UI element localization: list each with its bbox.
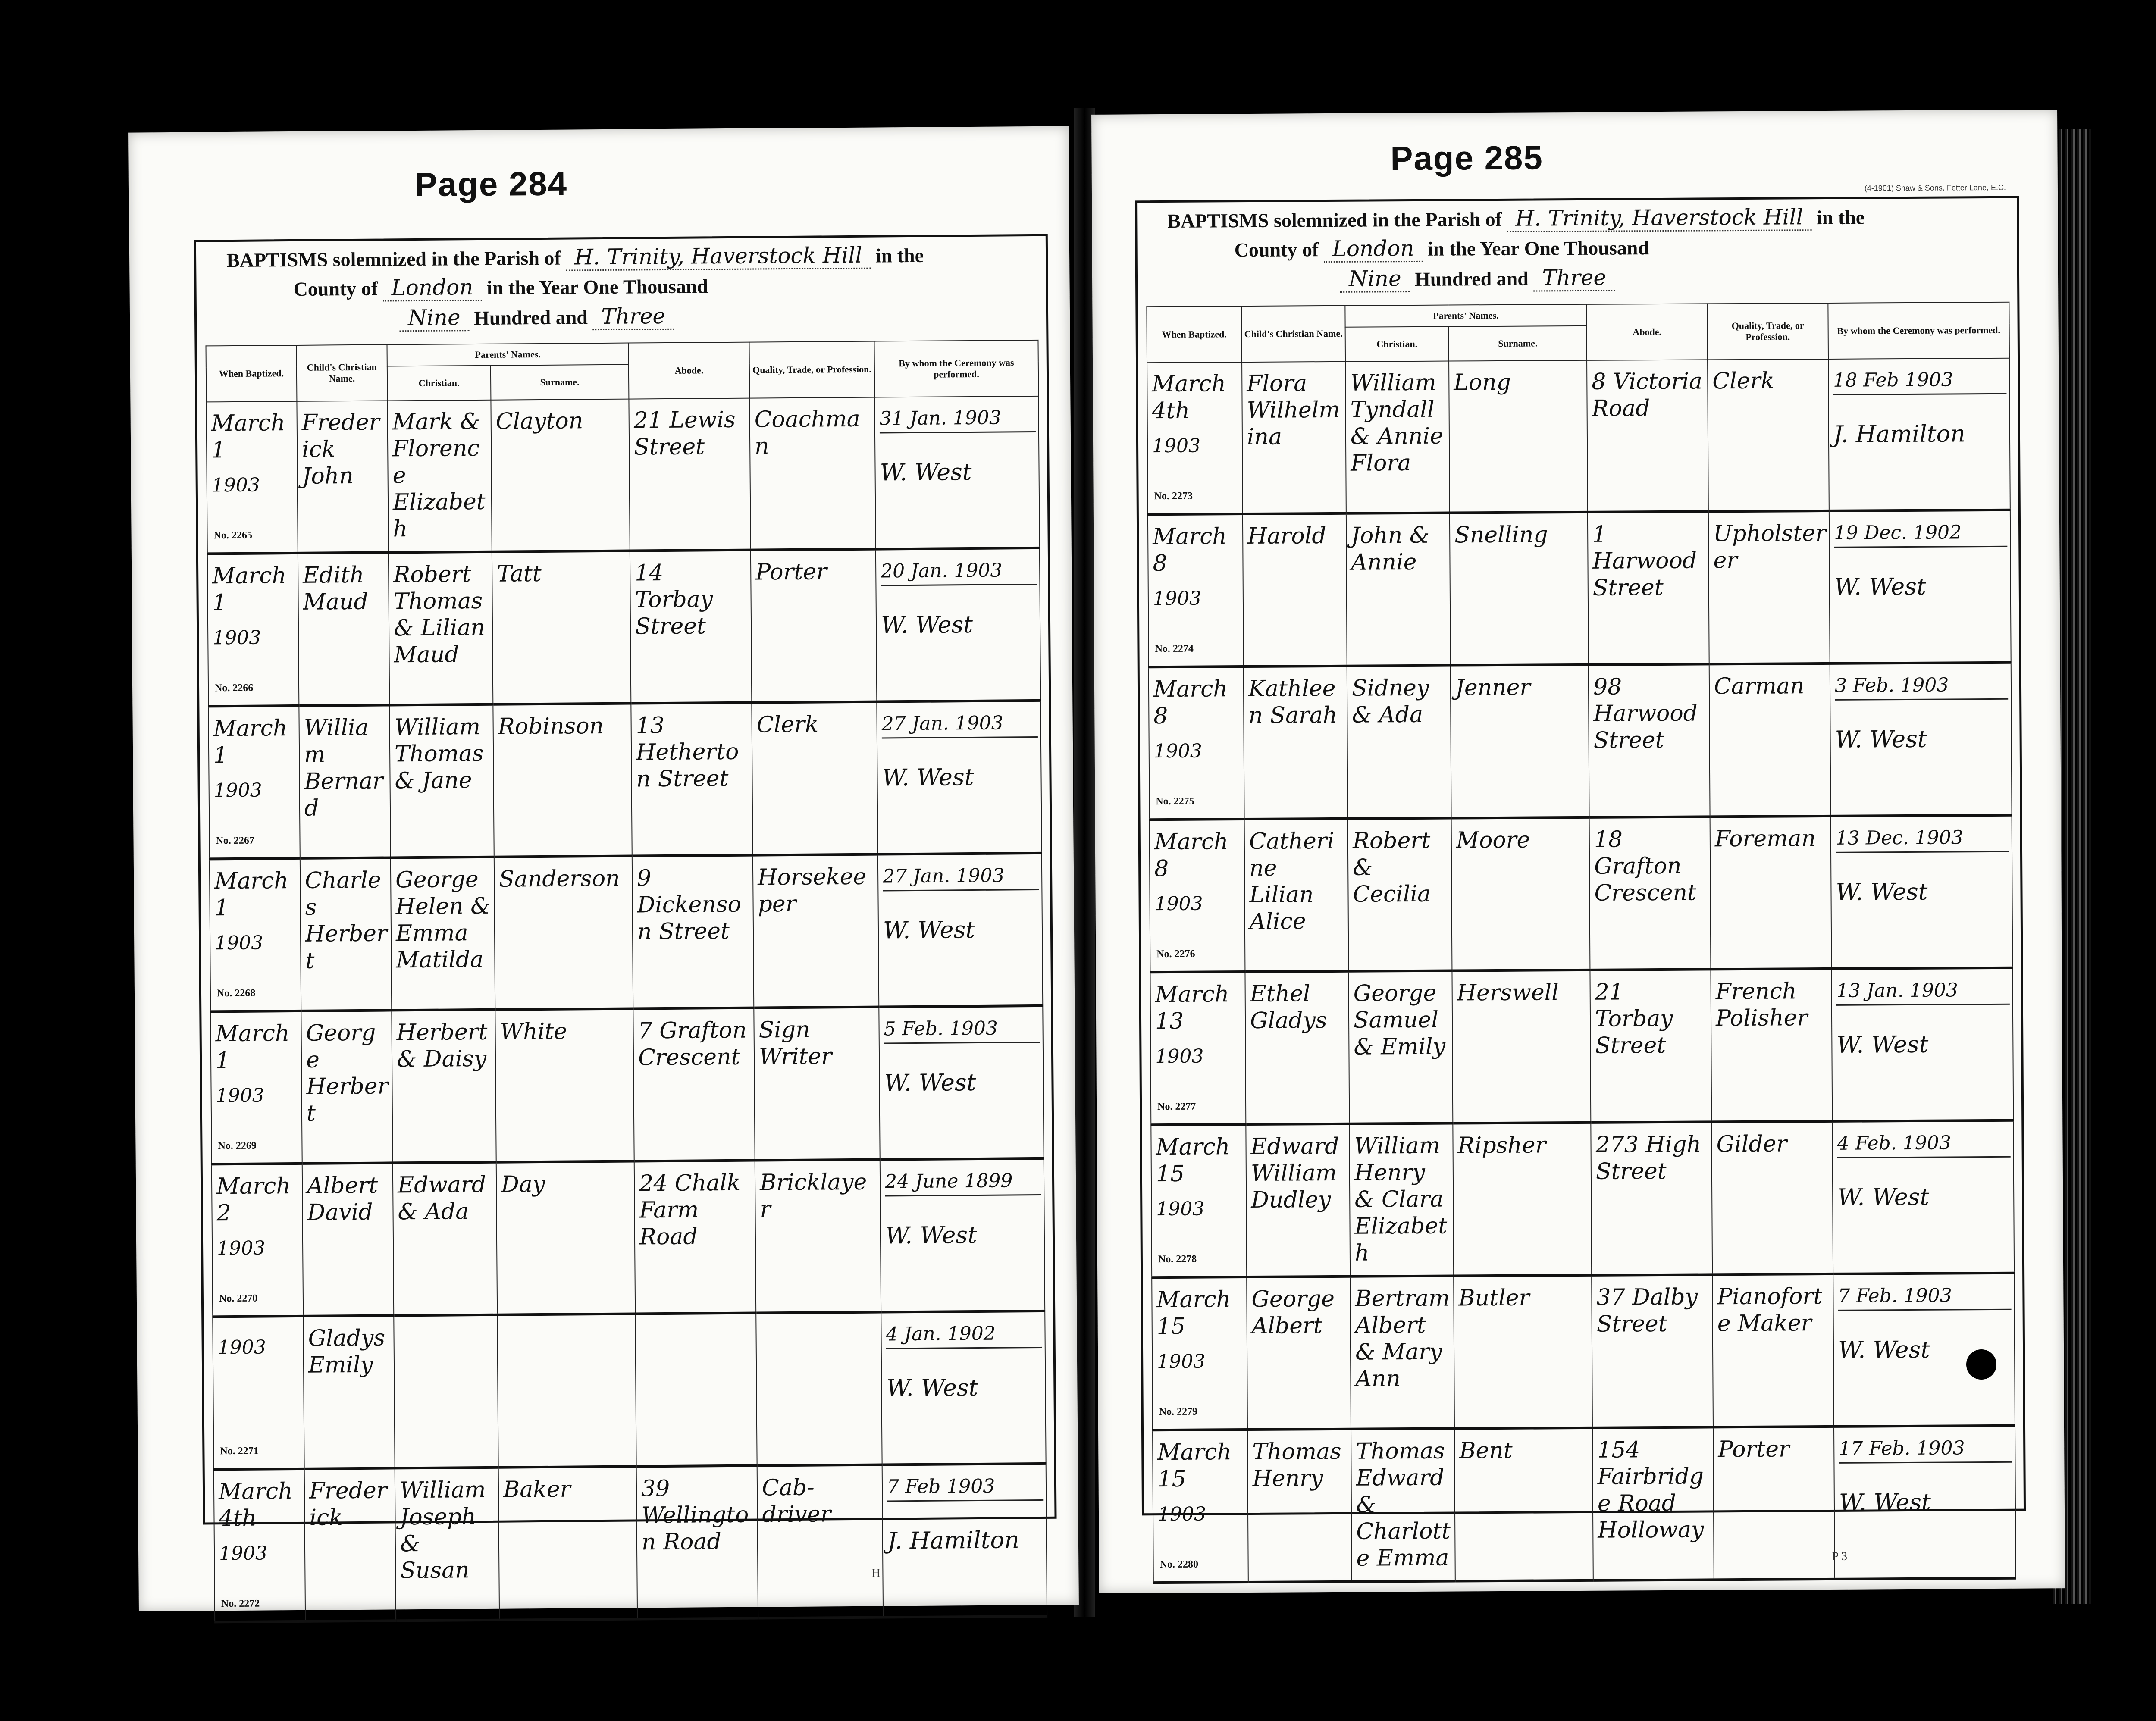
when-baptized-cell [1151, 1124, 1247, 1277]
page-number: Page 285 [1390, 138, 1543, 178]
baptism-register [194, 234, 1057, 1610]
heading-prefix: BAPTISMS solemnized in the Parish of [1167, 208, 1502, 232]
quality-cell: Gilder [1711, 1121, 1833, 1274]
parent-christian-cell: Sidney & Ada [1347, 666, 1451, 819]
entry-number: No. 2274 [1155, 643, 1194, 655]
heading-in-the: in the [1816, 206, 1865, 229]
minister-signature: W. West [1837, 1183, 1930, 1211]
entries-table [206, 340, 1048, 1623]
table-row [1150, 968, 2013, 1125]
quality-cell: Cab-driver [757, 1465, 883, 1618]
parent-christian-cell: George Helen & Emma Matilda [391, 857, 495, 1011]
year-label: in the Year One Thousand [1427, 237, 1649, 260]
birth-date: 3 Feb. 1903 [1835, 672, 2008, 701]
parent-christian-cell: William Joseph & Susan [395, 1468, 499, 1621]
when-baptized-cell [213, 1316, 304, 1469]
entry-number: No. 2271 [220, 1445, 259, 1457]
minister-signature: W. West [882, 763, 974, 792]
when-baptized-cell [207, 553, 299, 706]
minister-signature: W. West [880, 458, 972, 486]
col-quality: Quality, Trade, or Profession. [1707, 303, 1828, 360]
child-name-cell: Flora Wilhelmina [1242, 362, 1346, 514]
col-abode: Abode. [629, 342, 750, 399]
parent-christian-cell: William Henry & Clara Elizabeth [1349, 1123, 1454, 1277]
child-name-cell: Frederick [304, 1468, 396, 1621]
baptism-date: March 8 [1153, 676, 1228, 729]
page-number: Page 284 [414, 164, 568, 204]
by-whom-cell [874, 396, 1039, 549]
quality-cell: Porter [1713, 1427, 1835, 1580]
birth-date: 13 Dec. 1903 [1836, 824, 2009, 853]
abode-cell: 24 Chalk Farm Road [634, 1161, 756, 1314]
table-row [1151, 1120, 2014, 1277]
entry-number: No. 2280 [1159, 1558, 1199, 1571]
birth-date: 18 Feb 1903 [1833, 366, 2006, 395]
minister-signature: W. West [1836, 1030, 1929, 1058]
abode-cell [635, 1313, 757, 1467]
surname-cell: Sanderson [494, 856, 633, 1010]
minister-signature: W. West [885, 1221, 978, 1249]
quality-cell: Upholsterer [1708, 511, 1830, 664]
county-name: London [382, 275, 482, 302]
birth-date: 31 Jan. 1903 [880, 404, 1036, 434]
by-whom-cell [881, 1311, 1046, 1465]
county-label: County of [1234, 238, 1319, 261]
minister-signature: W. West [1839, 1488, 1931, 1516]
when-baptized-cell [212, 1164, 303, 1317]
baptism-date: March 2 [216, 1173, 291, 1227]
entry-number: No. 2266 [214, 682, 254, 694]
quality-cell: Porter [751, 549, 877, 703]
abode-cell: 98 Harwood Street [1589, 664, 1710, 817]
child-name-cell: Edward William Dudley [1246, 1124, 1350, 1277]
abode-cell: 273 High Street [1591, 1122, 1712, 1275]
entry-number: No. 2273 [1154, 490, 1193, 502]
when-baptized-cell [208, 706, 300, 859]
baptism-year: 1903 [213, 626, 261, 649]
surname-cell: Robinson [493, 704, 632, 857]
parish-name: H. Trinity, Haverstock Hill [566, 243, 871, 271]
col-parents: Parents' Names. [1345, 304, 1586, 327]
parent-christian-cell: William Thomas & Jane [389, 704, 494, 858]
entry-number: No. 2265 [213, 529, 253, 541]
year-units: Three [592, 304, 674, 330]
surname-cell: Snelling [1450, 512, 1589, 666]
minister-signature: J. Hamilton [887, 1526, 1019, 1555]
birth-date: 24 June 1899 [885, 1167, 1041, 1197]
surname-cell: Herswell [1452, 970, 1591, 1123]
entry-number: No. 2279 [1159, 1406, 1198, 1418]
entry-number: No. 2267 [216, 835, 254, 847]
baptism-year: 1903 [1153, 587, 1202, 610]
by-whom-cell [877, 701, 1041, 854]
county-label: County of [293, 277, 378, 300]
parent-christian-cell: Mark & Florence Elizabeth [387, 400, 492, 553]
entry-number: No. 2277 [1157, 1101, 1196, 1113]
minister-signature: J. Hamilton [1833, 420, 1965, 448]
entry-number: No. 2272 [221, 1598, 260, 1610]
entry-number: No. 2275 [1156, 795, 1194, 807]
when-baptized-cell [1147, 362, 1243, 514]
surname-cell: Clayton [491, 399, 630, 552]
quality-cell: French Polisher [1711, 969, 1832, 1122]
table-row [210, 1006, 1044, 1164]
abode-cell: 21 Lewis Street [629, 398, 750, 551]
child-name-cell: Albert David [302, 1163, 394, 1316]
birth-date: 17 Feb. 1903 [1839, 1435, 2012, 1464]
quality-cell: Clerk [752, 702, 877, 855]
baptism-year: 1903 [211, 474, 260, 497]
by-whom-cell [876, 548, 1040, 702]
page-footer-mark: H [871, 1566, 881, 1580]
baptism-year: 1903 [216, 1237, 266, 1260]
by-whom-cell [1831, 815, 2013, 969]
baptism-date: March 15 [1156, 1286, 1231, 1340]
parent-christian-cell: Bertram Albert & Mary Ann [1350, 1276, 1454, 1429]
surname-cell: Day [496, 1161, 635, 1315]
baptism-year: 1903 [1156, 1198, 1205, 1220]
entry-number: No. 2270 [219, 1292, 258, 1305]
baptism-date: March 1 [215, 1020, 290, 1074]
surname-cell: Jenner [1451, 665, 1589, 818]
baptism-date: March 1 [212, 563, 287, 616]
when-baptized-cell [1153, 1430, 1248, 1583]
quality-cell: Bricklayer [755, 1160, 881, 1313]
col-surname: Surname. [491, 365, 629, 400]
quality-cell: Coachman [749, 397, 875, 550]
baptism-date: March 4th [1152, 371, 1226, 424]
minister-signature: W. West [886, 1374, 978, 1402]
baptism-year: 1903 [1152, 435, 1201, 457]
col-christian: Christian. [1345, 327, 1449, 362]
abode-cell: 14 Torbay Street [630, 550, 752, 704]
when-baptized-cell [206, 401, 298, 554]
child-name-cell: Edith Maud [298, 552, 389, 705]
abode-cell: 39 Wellington Road [636, 1466, 758, 1619]
by-whom-cell [880, 1158, 1045, 1312]
parish-name: H. Trinity, Haverstock Hill [1507, 204, 1811, 232]
baptism-date: March 1 [213, 715, 288, 769]
hundred-and-label: Hundred and [1414, 267, 1529, 290]
quality-cell: Carman [1709, 663, 1831, 817]
parent-christian-cell [394, 1315, 498, 1468]
parent-christian-cell: John & Annie [1346, 513, 1451, 666]
table-row [212, 1158, 1045, 1317]
entry-number: No. 2268 [216, 987, 256, 999]
baptism-date: March 8 [1154, 829, 1228, 882]
col-abode: Abode. [1586, 304, 1708, 360]
by-whom-cell [1830, 663, 2012, 816]
heading-in-the: in the [875, 244, 924, 267]
by-whom-cell [1832, 1120, 2014, 1274]
col-when: When Baptized. [1147, 306, 1242, 363]
table-row [207, 548, 1040, 706]
baptism-date: March 4th [218, 1478, 293, 1532]
abode-cell: 9 Dickenson Street [632, 855, 754, 1009]
birth-date: 5 Feb. 1903 [884, 1015, 1040, 1044]
table-row [213, 1311, 1046, 1469]
heading-prefix: BAPTISMS solemnized in the Parish of [226, 247, 561, 272]
baptism-year: 1903 [219, 1542, 268, 1565]
when-baptized-cell [1150, 819, 1245, 972]
minister-signature: W. West [1838, 1336, 1930, 1364]
by-whom-cell [882, 1464, 1047, 1618]
child-name-cell: Ethel Gladys [1245, 971, 1349, 1124]
parent-christian-cell: Thomas Edward & Charlotte Emma [1351, 1429, 1455, 1582]
table-row [208, 701, 1041, 859]
when-baptized-cell [1149, 666, 1244, 820]
baptism-date: March 15 [1156, 1134, 1230, 1187]
entry-number: No. 2269 [218, 1140, 257, 1152]
abode-cell: 21 Torbay Street [1590, 969, 1711, 1122]
table-row [214, 1464, 1047, 1622]
child-name-cell: George Herbert [301, 1010, 392, 1163]
quality-cell [756, 1312, 882, 1466]
baptism-date: March 1 [211, 410, 285, 463]
child-name-cell: Harold [1243, 513, 1347, 666]
minister-signature: W. West [1836, 878, 1928, 906]
surname-cell: Baker [498, 1467, 637, 1620]
abode-cell: 37 Dalby Street [1592, 1274, 1713, 1427]
quality-cell: Sign Writer [754, 1007, 880, 1161]
table-row [1149, 663, 2012, 820]
surname-cell: Ripsher [1453, 1123, 1592, 1276]
baptism-date: March 15 [1157, 1439, 1232, 1493]
when-baptized-cell [214, 1469, 305, 1622]
table-row [1148, 510, 2011, 667]
minister-signature: W. West [881, 611, 973, 639]
birth-date: 20 Jan. 1903 [881, 557, 1037, 586]
quality-cell: Clerk [1708, 359, 1829, 511]
parent-christian-cell: Robert Thomas & Lilian Maud [389, 552, 493, 705]
printer-imprint: (4-1901) Shaw & Sons, Fetter Lane, E.C. [1864, 183, 2006, 193]
baptism-date: March 13 [1155, 981, 1229, 1035]
baptism-year: 1903 [216, 1084, 264, 1107]
when-baptized-cell [210, 858, 301, 1011]
col-child: Child's Christian Name. [297, 344, 388, 401]
register-page-right [1091, 110, 2065, 1593]
baptism-year: 1903 [1157, 1503, 1206, 1526]
when-baptized-cell [210, 1011, 302, 1164]
entry-number: No. 2276 [1156, 948, 1195, 960]
minister-signature: W. West [1834, 573, 1926, 601]
table-row [210, 853, 1043, 1011]
surname-cell: White [495, 1009, 634, 1162]
birth-date: 7 Feb 1903 [887, 1473, 1043, 1502]
baptism-year: 1903 [215, 932, 263, 954]
child-name-cell: Kathleen Sarah [1244, 666, 1348, 819]
by-whom-cell [1829, 510, 2011, 663]
baptism-year: 1903 [1154, 892, 1203, 915]
col-by-whom: By whom the Ceremony was performed. [1828, 302, 2009, 359]
by-whom-cell [1828, 358, 2010, 511]
table-row [206, 396, 1039, 554]
register-heading [196, 236, 1047, 346]
abode-cell: 13 Hetherton Street [631, 703, 752, 856]
table-row [1147, 358, 2010, 514]
minister-signature: W. West [883, 916, 975, 944]
parent-christian-cell: George Samuel & Emily [1348, 971, 1453, 1124]
birth-date: 27 Jan. 1903 [883, 862, 1039, 892]
ink-blot [1966, 1349, 1996, 1380]
surname-cell: Butler [1454, 1275, 1592, 1429]
abode-cell: 8 Victoria Road [1587, 360, 1708, 512]
baptism-date: March 1 [214, 868, 289, 921]
surname-cell: Moore [1451, 817, 1590, 971]
quality-cell: Horsekeeper [753, 854, 879, 1008]
minister-signature: W. West [884, 1068, 976, 1097]
abode-cell: 154 Fairbridge Road Holloway [1592, 1427, 1714, 1580]
year-units: Three [1533, 265, 1615, 292]
child-name-cell: Thomas Henry [1247, 1429, 1352, 1582]
quality-cell: Foreman [1710, 816, 1832, 969]
page-footer-mark: P 3 [1832, 1549, 1848, 1563]
baptism-date: March 8 [1153, 523, 1227, 577]
abode-cell: 7 Grafton Crescent [633, 1008, 755, 1161]
col-christian: Christian. [387, 366, 491, 401]
year-hundreds: Nine [399, 305, 469, 332]
child-name-cell: Catherine Lilian Alice [1244, 819, 1349, 972]
register-page-left [128, 126, 1079, 1611]
by-whom-cell [1831, 968, 2013, 1121]
col-child: Child's Christian Name. [1241, 306, 1345, 362]
col-quality: Quality, Trade, or Profession. [749, 341, 874, 398]
parent-christian-cell: William Tyndall & Annie Flora [1345, 361, 1450, 513]
col-parents: Parents' Names. [387, 343, 629, 366]
quality-cell: Pianoforte Maker [1712, 1274, 1834, 1427]
birth-date: 19 Dec. 1902 [1834, 519, 2007, 548]
when-baptized-cell [1150, 972, 1246, 1125]
by-whom-cell [879, 1006, 1044, 1160]
baptism-year: 1903 [213, 779, 262, 802]
col-when: When Baptized. [206, 345, 297, 402]
col-surname: Surname. [1449, 326, 1587, 361]
birth-date: 4 Jan. 1902 [886, 1320, 1042, 1349]
when-baptized-cell [1152, 1277, 1247, 1430]
by-whom-cell [878, 853, 1043, 1007]
county-name: London [1324, 236, 1423, 263]
surname-cell: Long [1449, 360, 1588, 513]
table-row [1150, 815, 2013, 972]
child-name-cell: Gladys Emily [303, 1315, 395, 1468]
surname-cell: Bent [1454, 1428, 1593, 1581]
when-baptized-cell [1148, 514, 1244, 667]
baptism-year: 1903 [1153, 740, 1202, 763]
col-by-whom: By whom the Ceremony was performed. [874, 340, 1038, 397]
entry-number: No. 2278 [1158, 1253, 1197, 1265]
minister-signature: W. West [1835, 725, 1927, 753]
baptism-year: 1903 [217, 1336, 266, 1359]
surname-cell [497, 1314, 636, 1468]
year-hundreds: Nine [1340, 266, 1410, 293]
year-label: in the Year One Thousand [486, 275, 708, 299]
by-whom-cell [1833, 1273, 2015, 1427]
child-name-cell: Frederick John [297, 401, 388, 553]
baptism-year: 1903 [1157, 1350, 1206, 1373]
hundred-and-label: Hundred and [473, 306, 588, 329]
table-row [1153, 1426, 2016, 1583]
parent-christian-cell: Edward & Ada [393, 1162, 497, 1316]
register-heading [1137, 198, 2017, 307]
by-whom-cell [1834, 1426, 2016, 1579]
child-name-cell: George Albert [1247, 1277, 1351, 1430]
surname-cell: Tatt [492, 551, 631, 704]
abode-cell: 1 Harwood Street [1588, 511, 1709, 664]
birth-date: 4 Feb. 1903 [1837, 1130, 2010, 1158]
entries-table [1146, 302, 2016, 1584]
birth-date: 7 Feb. 1903 [1838, 1282, 2011, 1311]
child-name-cell: William Bernard [299, 705, 390, 858]
baptism-year: 1903 [1155, 1045, 1204, 1068]
abode-cell: 18 Grafton Crescent [1589, 817, 1711, 970]
table-row [1152, 1273, 2015, 1430]
parent-christian-cell: Herbert & Daisy [392, 1010, 496, 1163]
child-name-cell: Charles Herbert [300, 857, 392, 1011]
birth-date: 27 Jan. 1903 [881, 710, 1037, 739]
birth-date: 13 Jan. 1903 [1836, 977, 2010, 1006]
parent-christian-cell: Robert & Cecilia [1348, 818, 1452, 971]
